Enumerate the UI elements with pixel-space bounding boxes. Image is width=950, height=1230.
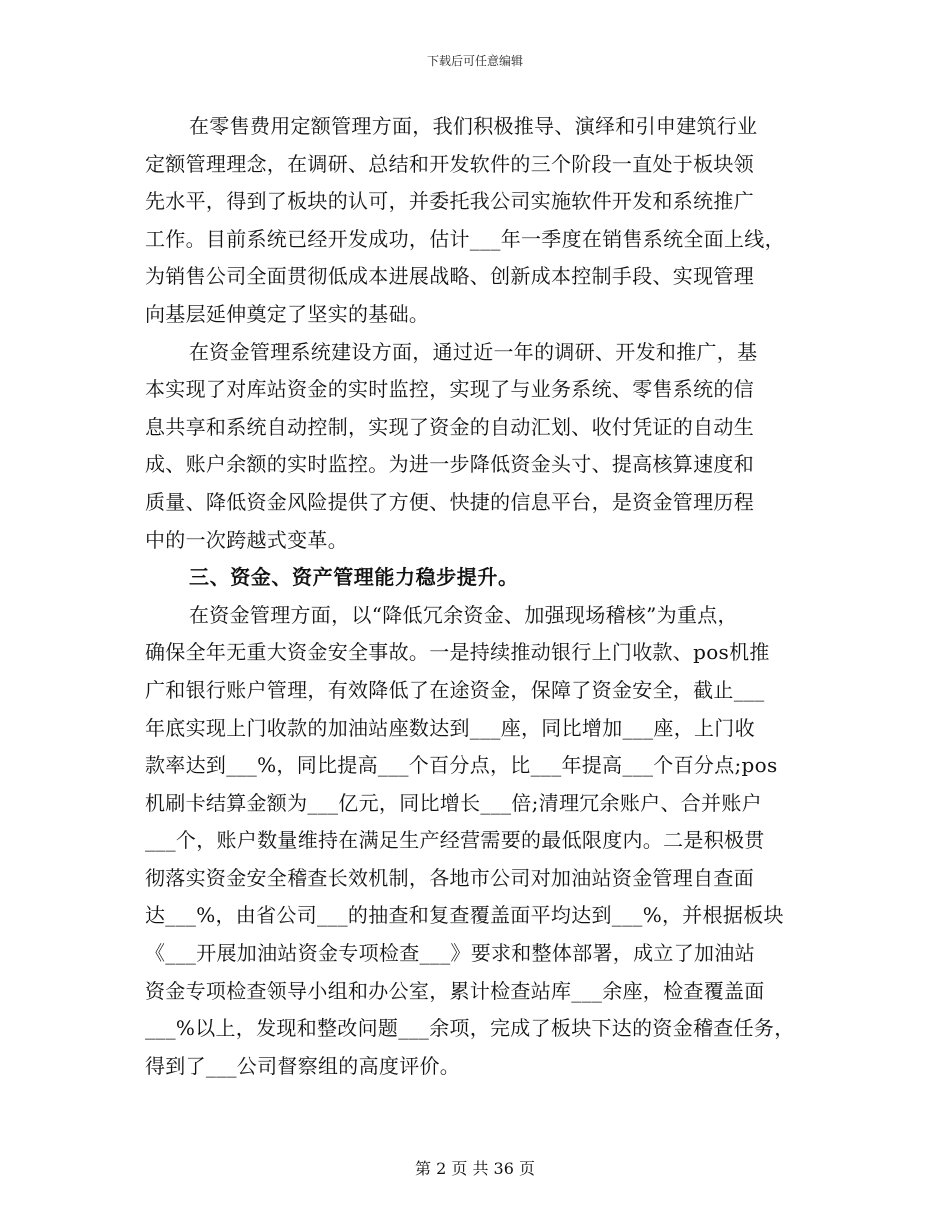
paragraph-line: 确保全年无重大资金安全事故。一是持续推动银行上门收款、pos机推	[145, 640, 770, 665]
paragraph-line: 息共享和系统自动控制，实现了资金的自动汇划、收付凭证的自动生	[145, 414, 754, 439]
paragraph-line: 资金专项检查领导小组和办公室，累计检查站库___余座，检查覆盖面	[145, 978, 765, 1003]
document-body	[145, 108, 817, 1085]
paragraph-line: 《___开展加油站资金专项检查___》要求和整体部署，成立了加油站	[145, 941, 755, 966]
paragraph-line: 定额管理理念，在调研、总结和开发软件的三个阶段一直处于板块领	[145, 151, 754, 176]
paragraph-line: 成、账户余额的实时监控。为进一步降低资金头寸、提高核算速度和	[145, 452, 754, 477]
page-number: 第 2 页 共 36 页	[415, 1159, 535, 1178]
paragraph-line: 在资金管理方面，以“降低冗余资金、加强现场稽核”为重点，	[189, 602, 738, 627]
paragraph-line: 向基层延伸奠定了坚实的基础。	[145, 301, 430, 326]
paragraph-line: 中的一次跨越式变革。	[145, 527, 348, 552]
paragraph-line: 款率达到___%，同比提高___个百分点，比___年提高___个百分点;pos	[145, 753, 778, 778]
paragraph-line: 在资金管理系统建设方面，通过近一年的调研、开发和推广，基	[189, 339, 758, 364]
paragraph-line: 年底实现上门收款的加油站座数达到___座，同比增加___座，上门收	[145, 715, 755, 740]
paragraph-line: 为销售公司全面贯彻低成本进展战略、创新成本控制手段、实现管理	[145, 264, 754, 289]
paragraph-line: 彻落实资金安全稽查长效机制，各地市公司对加油站资金管理自查面	[145, 865, 754, 890]
paragraph-line: 本实现了对库站资金的实时监控，实现了与业务系统、零售系统的信	[145, 377, 754, 402]
section-heading: 三、资金、资产管理能力稳步提升。	[189, 565, 519, 590]
paragraph-line: 广和银行账户管理，有效降低了在途资金，保障了资金安全，截止___	[145, 677, 765, 702]
paragraph-line: ___个，账户数量维持在满足生产经营需要的最低限度内。二是积极贯	[145, 828, 765, 853]
paragraph-line: 质量、降低资金风险提供了方便、快捷的信息平台，是资金管理历程	[145, 489, 754, 514]
paragraph-line: 得到了___公司督察组的高度评价。	[145, 1053, 461, 1078]
paragraph-line: 在零售费用定额管理方面，我们积极推导、演绎和引申建筑行业	[189, 114, 758, 138]
paragraph-line: ___%以上，发现和整改问题___余项，完成了板块下达的资金稽查任务，	[145, 1016, 795, 1041]
paragraph-line: 工作。目前系统已经开发成功，估计___年一季度在销售系统全面上线，	[145, 226, 785, 251]
paragraph-line: 先水平，得到了板块的认可，并委托我公司实施软件开发和系统推广	[145, 189, 754, 214]
paragraph-line: 机刷卡结算金额为___亿元，同比增长___倍;清理冗余账户、合并账户	[145, 790, 762, 815]
download-note: 下载后可任意编辑	[426, 54, 523, 68]
paragraph-line: 达___%，由省公司___的抽查和复查覆盖面平均达到___%，并根据板块	[145, 903, 784, 928]
